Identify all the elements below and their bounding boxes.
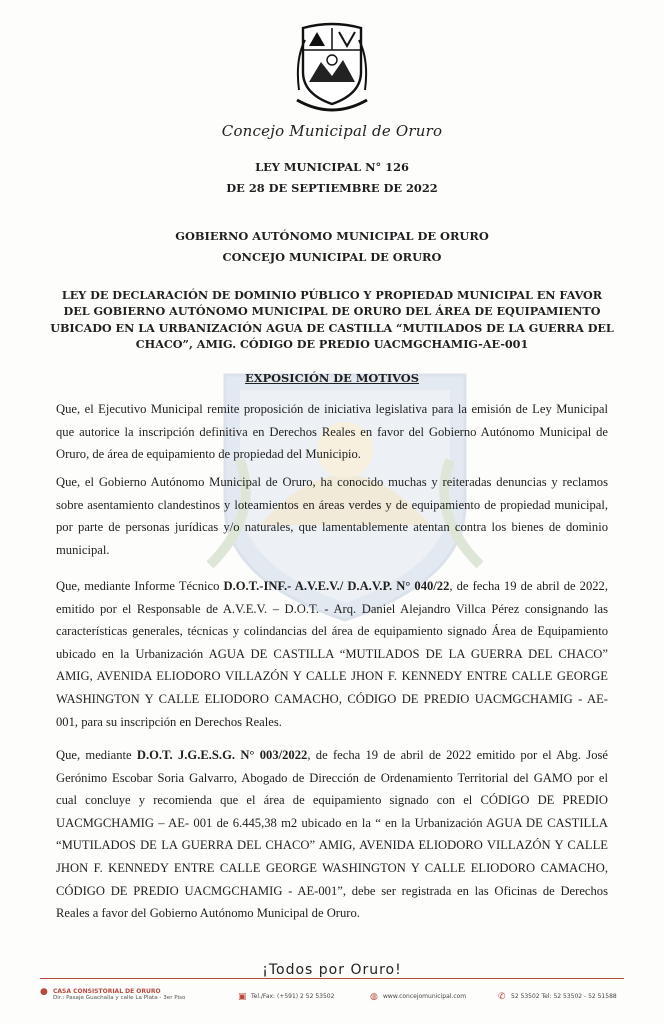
- document-header: [0, 20, 664, 140]
- report-reference: D.O.T.-INF.- A.V.E.V./ D.A.V.P. N° 040/22: [223, 579, 450, 593]
- motives-heading: EXPOSICIÓN DE MOTIVOS: [245, 371, 419, 385]
- fax-icon: ▣: [238, 992, 247, 1002]
- government-line-1: GOBIERNO AUTÓNOMO MUNICIPAL DE ORURO: [175, 229, 489, 243]
- law-declaration-title: [40, 287, 624, 352]
- paragraph-3-intro: Que, mediante Informe Técnico: [56, 579, 224, 593]
- address-title: CASA CONSISTORIAL DE ORURO: [53, 988, 161, 995]
- website-text: www.concejomunicipal.com: [383, 993, 467, 1000]
- phone-icon: ✆: [498, 992, 506, 1002]
- footer-phones: [498, 993, 617, 1002]
- globe-icon: ◍: [370, 992, 378, 1002]
- declaration-line-4: CHACO”, AMIG. CÓDIGO DE PREDIO UACMGCHAMIG-AE-001: [135, 336, 529, 351]
- phone-text: Tel./Fax: (+591) 2 52 53502: [251, 993, 335, 1000]
- footer-divider: [40, 978, 624, 979]
- slogan-text: ¡Todos por Oruro!: [254, 962, 409, 978]
- law-date: DE 28 DE SEPTIEMBRE DE 2022: [226, 181, 438, 195]
- paragraph-3-body: , de fecha 19 de abril de 2022, emitido por el Responsable de A.V.E.V. – D.O.T. - Arq. Daniel Alejandro Villca Pérez consignando las características generales, técnicas y colindancias del área de equipamiento signado Área de Equipamiento ubicado en la Urbanización AGUA DE CASTILLA “MUTILADOS DE LA GUERRA DEL CHACO” AMIG, AVENIDA ELIODORO VILLAZÓN Y CALLE JHON F. KENNEDY ENTRE CALLE GEORGE WASHINGTON Y CALLE ELIODORO CAMACHO, CÓDIGO DE PREDIO UACMGCHAMIG - AE- 001, para su inscripción en Derechos Reales.: [56, 579, 608, 729]
- municipal-seal-icon: [295, 20, 369, 112]
- declaration-line-1: LEY DE DECLARACIÓN DE DOMINIO PÚBLICO Y PROPIEDAD MUNICIPAL EN FAVOR: [61, 288, 603, 302]
- government-line-2: CONCEJO MUNICIPAL DE ORURO: [222, 250, 442, 264]
- law-number: LEY MUNICIPAL N° 126: [255, 160, 409, 174]
- declaration-line-3: UBICADO EN LA URBANIZACIÓN AGUA DE CASTILLA “MUTILADOS DE LA GUERRA DEL: [50, 320, 614, 335]
- paragraph-1: Que, el Ejecutivo Municipal remite proposición de iniciativa legislativa para la emisión de Ley Municipal que autorice la inscripción definitiva en Derechos Reales en favor del Gobierno Autónomo Municipal de Oruro, de área de equipamiento de propiedad del Municipio.: [56, 402, 608, 462]
- paragraph-4: [56, 744, 608, 925]
- footer-phone: [238, 993, 334, 1002]
- legal-reference: D.O.T. J.G.E.S.G. N° 003/2022: [136, 748, 308, 762]
- council-name: Concejo Municipal de Oruro: [221, 122, 443, 140]
- location-pin-icon: ●: [40, 987, 48, 997]
- phones-text: 52 53502 Tel: 52 53502 - 52 51588: [511, 993, 617, 1000]
- document-footer: [40, 988, 624, 1012]
- paragraph-2: Que, el Gobierno Autónomo Municipal de Oruro, ha conocido muchas y reiteradas denuncias y reclamos sobre asentamiento clandestinos y loteamientos en áreas verdes y de equipamiento de propiedad municipal, por parte de personas jurídicas y/o naturales, que lamentablemente atentan contra los bienes de dominio municipal.: [56, 475, 608, 557]
- government-title: [40, 226, 624, 268]
- paragraph-4-body: , de fecha 19 de abril de 2022 emitido por el Abg. José Gerónimo Escobar Soria Galvarro, Abogado de Dirección de Ordenamiento Territorial del GAMO por el cual concluye y recomienda que el área de equipamiento signado con el CÓDIGO DE PREDIO UACMGCHAMIG – AE- 001 de 6.445,38 m2 ubicado en la “ en la Urbanización AGUA DE CASTILLA “MUTILADOS DE LA GUERRA DEL CHACO” AMIG, AVENIDA ELIODORO VILLAZÓN Y CALLE JHON F. KENNEDY ENTRE CALLE GEORGE WASHINGTON Y CALLE ELIODORO CAMACHO, CÓDIGO DE PREDIO UACMGCHAMIG - AE-001”, debe ser registrada en las Oficinas de Derechos Reales a favor del Gobierno Autónomo Municipal de Oruro.: [56, 748, 608, 921]
- declaration-line-2: DEL GOBIERNO AUTÓNOMO MUNICIPAL DE ORURO DEL ÁREA DE EQUIPAMIENTO: [63, 304, 601, 319]
- footer-address: [40, 988, 185, 1001]
- footer-slogan: [0, 962, 664, 978]
- footer-website: [370, 993, 466, 1002]
- address-line: Dir.: Pasaje Guachalla y calle La Plata - 3er Piso: [53, 995, 186, 1001]
- law-title: [40, 157, 624, 199]
- paragraph-3: [56, 575, 608, 733]
- paragraph-4-intro: Que, mediante: [56, 748, 137, 762]
